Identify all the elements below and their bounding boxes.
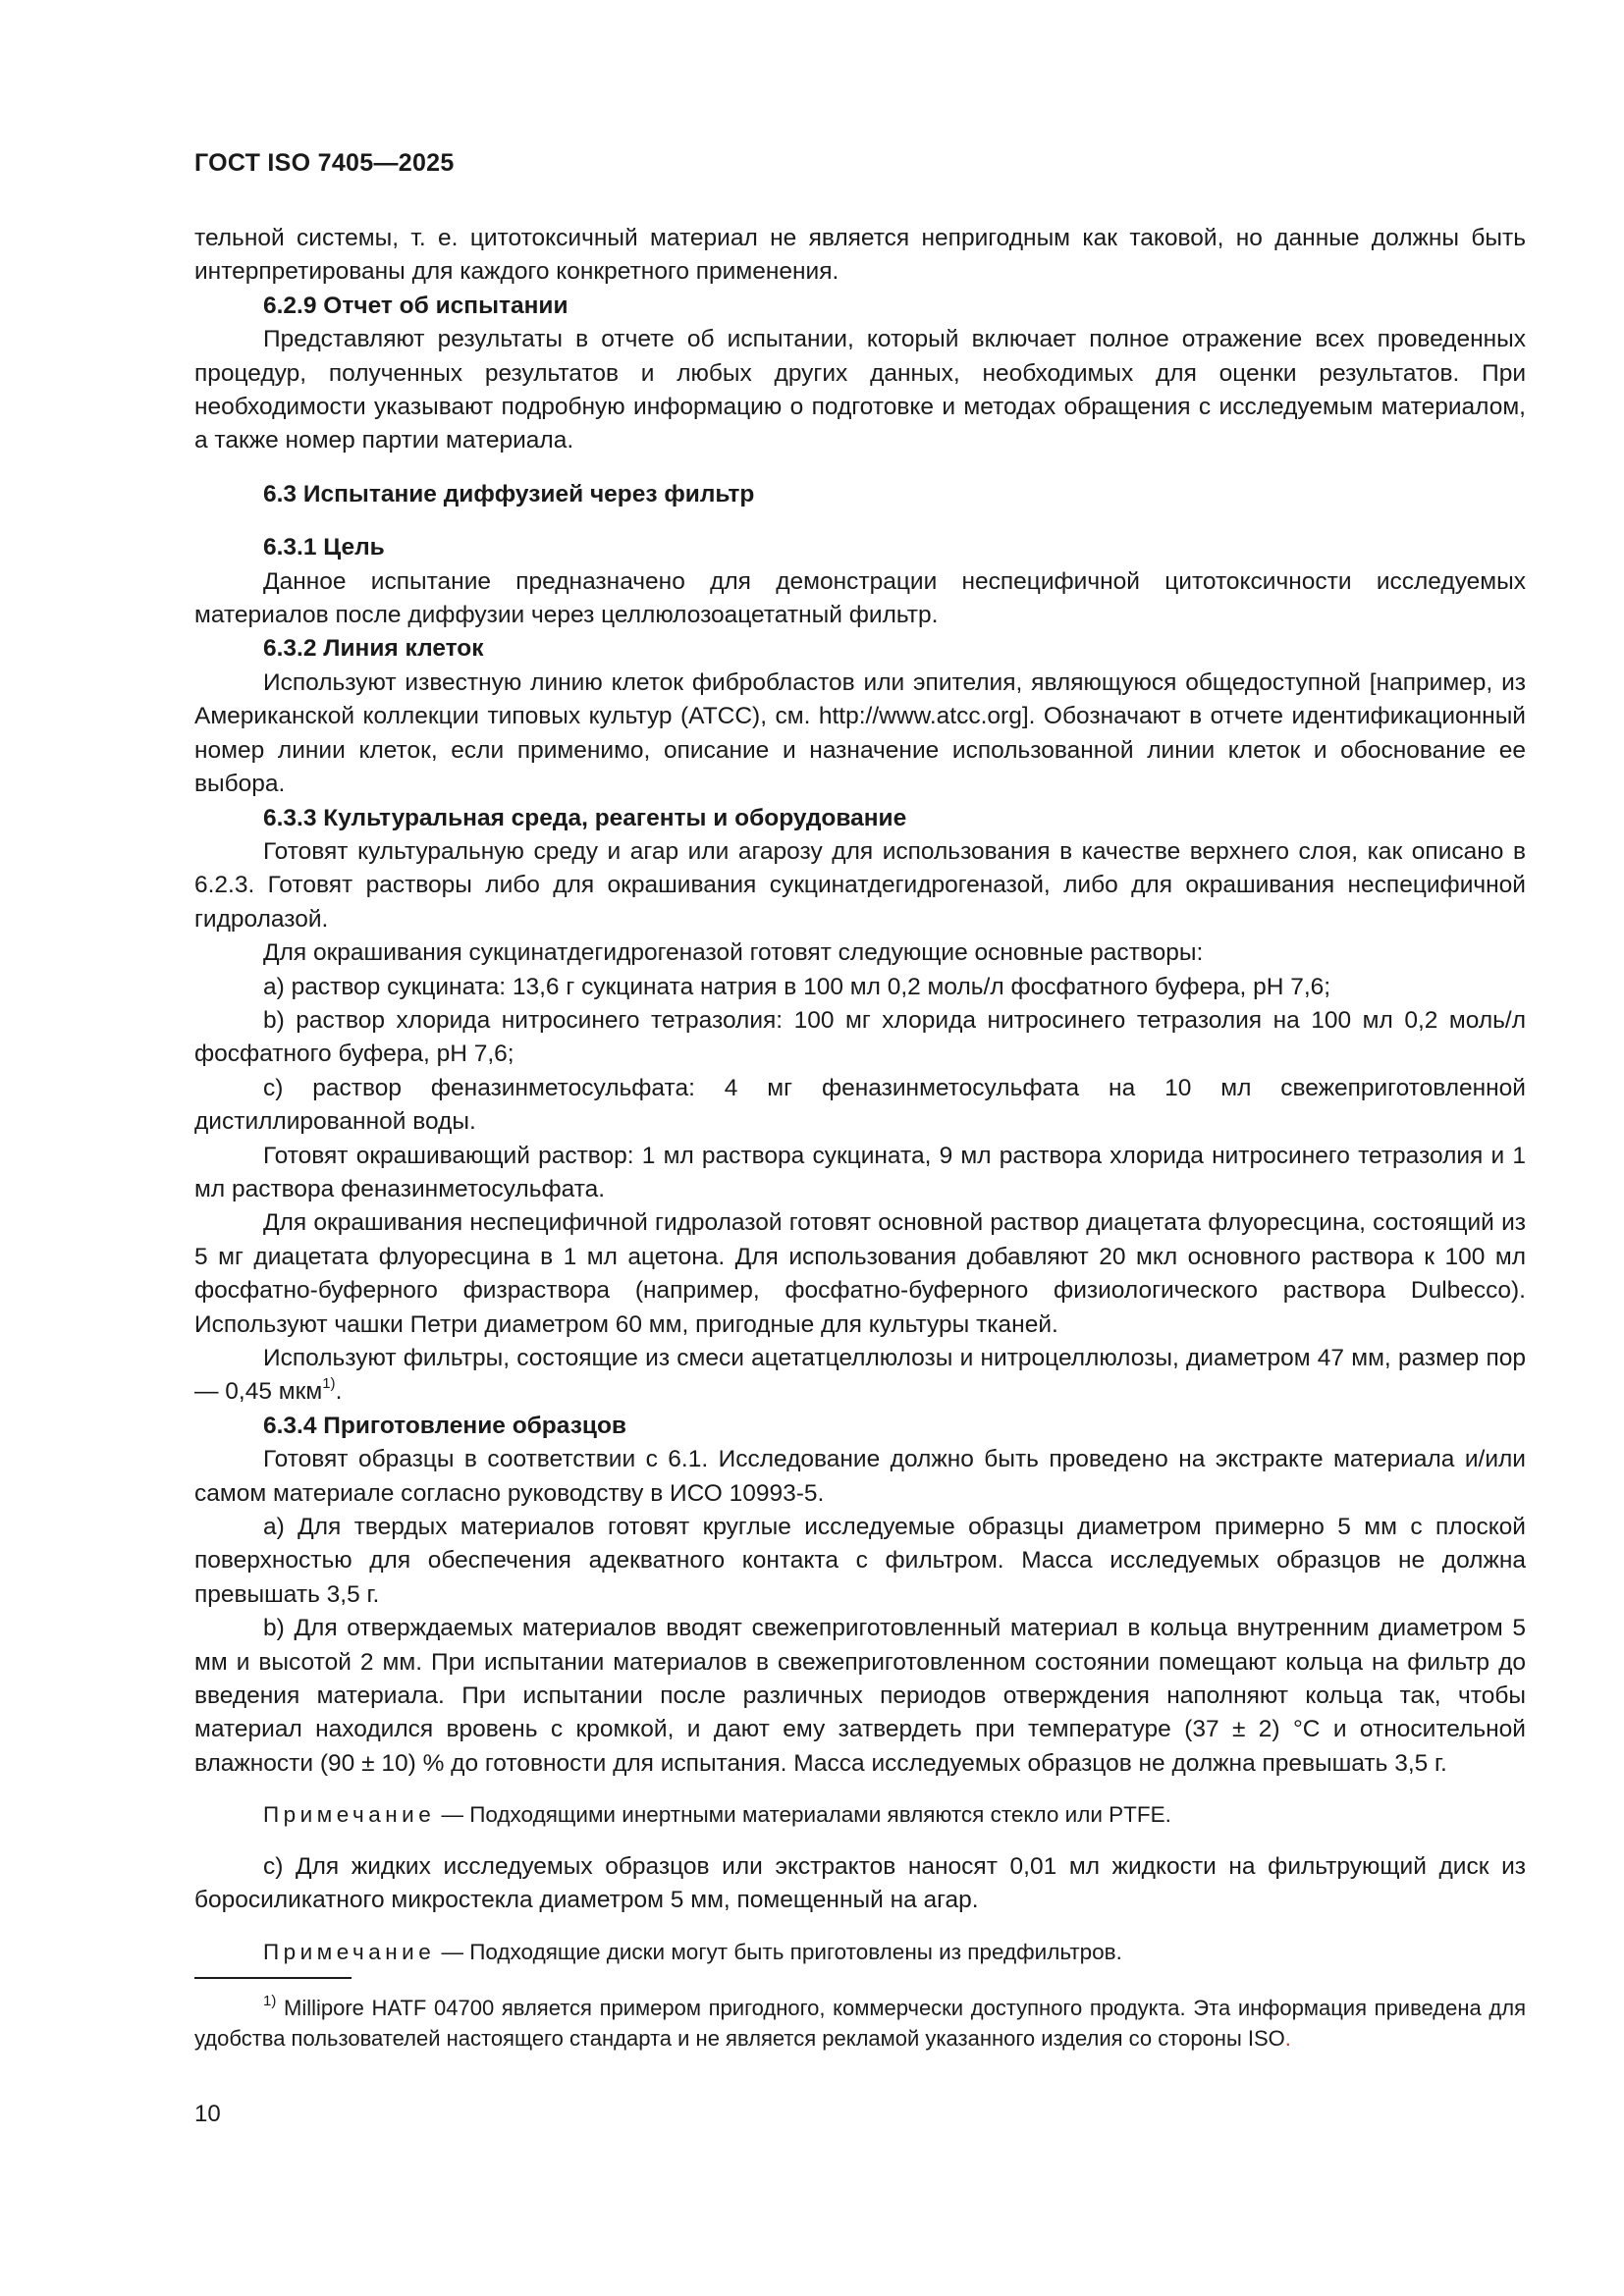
footnote-marker: 1) [263,1992,277,2009]
section-6-3-3-p2: Для окрашивания сукцинатдегидрогеназой готовят следующие основные растворы: [263,939,1204,967]
section-6-2-9-title: 6.2.9 Отчет об испытании [263,292,568,319]
section-6-3-3-p5-end: . [335,1378,343,1406]
section-6-3-2-title: 6.3.2 Линия клеток [263,635,484,663]
section-6-3-4-title: 6.3.4 Приготовление образцов [263,1412,626,1439]
section-6-3-3-item-c: c) раствор феназинметосульфата: 4 мг феназинметосульфата на 10 мл свежеприготовленной дистиллированной воды. [194,1074,1526,1136]
note-1 [194,1798,1526,1832]
paragraph-continuation: тельной системы, т. е. цитотоксичный материал не является непригодным как таковой, но данные должны быть интерпретированы для каждого конкретного применения. [194,225,1526,286]
section-6-3-3-p5 [194,1342,1526,1410]
section-6-3-2-text: Используют известную линию клеток фибробластов или эпителия, являющуюся общедоступной [например, из Американской коллекции типовых культур (ATCC), см. http://www.atcc.org]. Обозначают в отчете идентификационный номер линии клеток, если применимо, описание и назначение использованной линии клеток и обоснование ее выбора. [194,668,1526,798]
section-6-3-1-title: 6.3.1 Цель [263,534,385,561]
note-2-text: — Подходящие диски могут быть приготовлены из предфильтров. [435,1939,1122,1964]
footnote-text: Millipore HATF 04700 является примером пригодного, коммерчески доступного продукта. Эта информация приведена для удобства пользователей настоящего стандарта и не является рекламой указанного изделия со стороны ISO [194,1996,1526,2051]
note-1-label: Примечание [263,1802,436,1828]
section-6-3-3-p1: Готовят культуральную среду и агар или агарозу для использования в качестве верхнего слоя, как описано в 6.2.3. Готовят растворы либо для окрашивания сукцинатдегидрогеназой, либо для окрашивания неспецифичной гидролазой. [194,837,1526,933]
section-6-2-9-text: Представляют результаты в отчете об испытании, который включает полное отражение всех проведенных процедур, полученных результатов и любых других данных, необходимых для оценки результатов. При необходимости указывают подробную информацию о подготовке и методах обращения с исследуемым материалом, а также номер партии материала. [194,326,1526,454]
note-1-text: — Подходящими инертными материалами являются стекло или PTFE. [435,1802,1171,1828]
section-6-3-4-item-c: c) Для жидких исследуемых образцов или экстрактов наносят 0,01 мл жидкости на фильтрующий диск из боросиликатного микростекла диаметром 5 мм, помещенный на агар. [194,1852,1526,1914]
section-6-3-3-item-b: b) раствор хлорида нитросинего тетразолия: 100 мг хлорида нитросинего тетразолия на 100 мл 0,2 моль/л фосфатного буфера, рН 7,6; [194,1006,1526,1068]
section-6-3-3-p4: Для окрашивания неспецифичной гидролазой готовят основной раствор диацетата флуоресцина, состоящий из 5 мг диацетата флуоресцина в 1 мл ацетона. Для использования добавляют 20 мкл основного раствора к 100 мл фосфатно-буферного физраствора (например, фосфатно-буферного физиологического раствора Dulbecco). Используют чашки Петри диаметром 60 мм, пригодные для культуры тканей. [194,1209,1526,1338]
section-6-3-1-text: Данное испытание предназначено для демонстрации неспецифичной цитотоксичности исследуемых материалов после диффузии через целлюлозоацетатный фильтр. [194,567,1526,629]
section-6-3-3-item-a: a) раствор сукцината: 13,6 г сукцината натрия в 100 мл 0,2 моль/л фосфатного буфера, рН 7,6; [263,973,1331,1000]
footnote-ref: 1) [322,1375,336,1393]
section-6-3-3-p3: Готовят окрашивающий раствор: 1 мл раствора сукцината, 9 мл раствора хлорида нитросинего тетразолия и 1 мл раствора феназинметосульфата. [194,1142,1526,1202]
section-6-3-title: 6.3 Испытание диффузией через фильтр [263,480,755,507]
section-6-3-3-p5-text: Используют фильтры, состоящие из смеси ацетатцеллюлозы и нитроцеллюлозы, диаметром 47 мм, размер пор — 0,45 мкм [194,1345,1526,1406]
note-2 [194,1936,1526,1969]
document-header: ГОСТ ISO 7405—2025 [194,149,455,177]
page-number: 10 [194,2101,221,2127]
note-2-label: Примечание [263,1939,436,1964]
document-body [194,222,1526,1969]
footnote-separator [194,1977,352,1979]
section-6-3-4-item-a: a) Для твердых материалов готовят круглые исследуемые образцы диаметром примерно 5 мм с плоской поверхностью для обеспечения адекватного контакта с фильтром. Масса исследуемых образцов не должна превышать 3,5 г. [194,1514,1526,1608]
section-6-3-3-title: 6.3.3 Культуральная среда, реагенты и оборудование [263,804,907,831]
footnote-end: . [1284,2026,1291,2051]
footnote [194,1993,1526,2054]
section-6-3-4-p1: Готовят образцы в соответствии с 6.1. Исследование должно быть проведено на экстракте материала и/или самом материале согласно руководству в ИСО 10993-5. [194,1446,1526,1507]
section-6-3-4-item-b: b) Для отверждаемых материалов вводят свежеприготовленный материал в кольца внутренним диаметром 5 мм и высотой 2 мм. При испытании материалов в свежеприготовленном состоянии помещают кольца на фильтр до введения материала. При испытании после различных периодов отверждения наполняют кольца так, чтобы материал находился вровень с кромкой, и дают ему затвердеть при температуре (37 ± 2) °С и относительной влажности (90 ± 10) % до готовности для испытания. Масса исследуемых образцов не должна превышать 3,5 г. [194,1615,1526,1777]
